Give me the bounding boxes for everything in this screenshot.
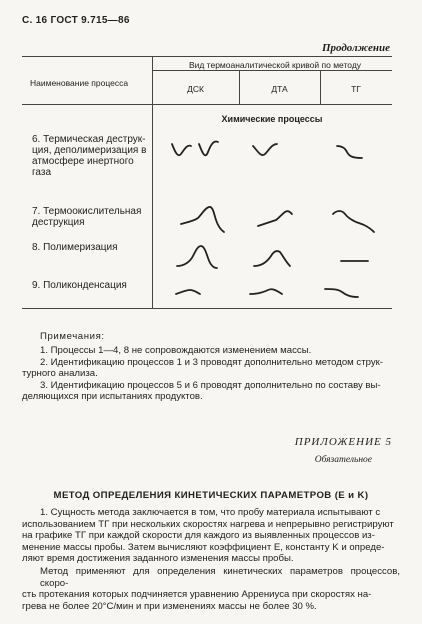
para2-line-1: Метод применяют для определения кинетических параметров процессов, скоро- [40, 566, 400, 589]
note-3-line-2: деляющихся при испытаниях продуктов. [22, 391, 203, 402]
note-2-line-1: 2. Идентификацию процессов 1 и 3 проводят дополнительно методом струк- [40, 356, 384, 368]
para2-line-3: грева не более 20°С/мин и при изменениях массы не более 30 %. [22, 600, 317, 612]
row-9-tg-curve-icon [325, 289, 358, 297]
row-7-line-1: 7. Термоокислительная [32, 206, 142, 217]
method-paragraph-1 [22, 507, 400, 565]
row-7-line-2: деструкция [32, 217, 85, 228]
para1-line-1: 1. Сущность метода заключается в том, что пробу материала испытывают с [40, 507, 381, 518]
para2-line-2: сть протекания которых подчиняется уравнению Аррениуса при скоростях на- [22, 589, 372, 600]
method-group-header: Вид термоаналитической кривой по методу [188, 60, 362, 70]
row-8-line-1: 8. Полимеризация [32, 242, 118, 253]
row-6-dsc-curve-icon [172, 144, 191, 155]
appendix-status: Обязательное [314, 455, 372, 465]
col-header-dta: ДТА [271, 84, 288, 94]
para1-line-3: на графике ТГ при каждой скорости для каждого из выявленных процессов из- [22, 530, 375, 541]
notes-title: Примечания: [40, 331, 105, 342]
row-6-tg-curve-icon [337, 146, 362, 158]
para1-line-5: ляют время достижения заданного изменения массы пробы. [22, 553, 294, 564]
col-header-name: Наименование процесса [30, 78, 129, 88]
row-6-line-3: атмосфере инертного газа [32, 156, 134, 178]
row-7-dsc-curve-icon [181, 207, 224, 232]
col-header-tg: ТГ [351, 84, 361, 94]
row-6-dta-curve-icon [253, 144, 277, 155]
table-bottom-rule [22, 308, 392, 309]
method-title: МЕТОД ОПРЕДЕЛЕНИЯ КИНЕТИЧЕСКИХ ПАРАМЕТРОВ (E и K) [53, 490, 369, 501]
row-6-line-1: 6. Термическая деструк- [32, 134, 146, 145]
row-9-dsc-curve-icon [176, 290, 200, 294]
note-2-line-2: турного анализа. [22, 368, 98, 379]
row-9-line-1: 9. Поликонденсация [32, 280, 127, 291]
row-7-dta-curve-icon [258, 211, 292, 226]
para1-line-2: использованием ТГ при нескольких скоростях нагрева и непрерывно регистрируют [22, 518, 394, 530]
note-3-line-1: 3. Идентификацию процессов 5 и 6 проводят дополнительно по составу вы- [40, 379, 381, 391]
appendix-label: ПРИЛОЖЕНИЕ 5 [294, 436, 392, 448]
continuation-label: Продолжение [321, 42, 390, 54]
para1-line-4: менение массы пробы. Затем вычисляют коэффициент E, константу K и опреде- [22, 541, 385, 553]
row-8-dta-curve-icon [254, 251, 290, 266]
row-6-line-2: ция, деполимеризация в [32, 145, 147, 156]
row-6-dsc-curve-icon-2 [199, 141, 218, 155]
row-8-dsc-curve-icon [177, 246, 217, 268]
notes-body [22, 345, 400, 403]
method-paragraph-2 [22, 566, 400, 612]
row-7-tg-curve-icon [333, 211, 374, 232]
note-1-line-1: 1. Процессы 1—4, 8 не сопровождаются изменением массы. [40, 345, 312, 356]
section-title: Химические процессы [221, 114, 323, 124]
page-header: С. 16 ГОСТ 9.715—86 [22, 15, 130, 26]
col-header-dsc: ДСК [187, 84, 204, 94]
row-9-dta-curve-icon [250, 289, 282, 294]
